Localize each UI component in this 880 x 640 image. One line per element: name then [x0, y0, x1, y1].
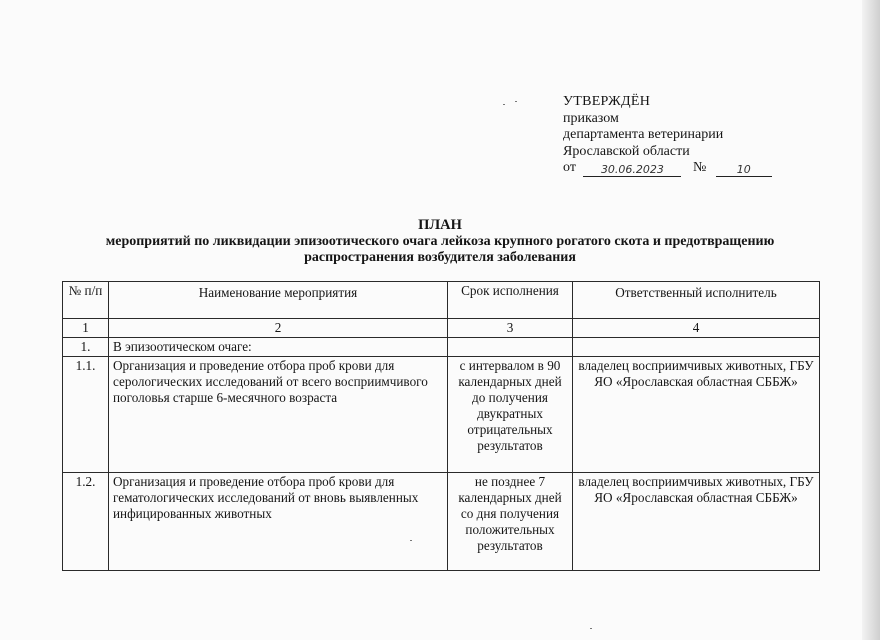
document-subtitle-line-1: мероприятий по ликвидации эпизоотического очага лейкоза крупного рогатого скота и предотвращению: [105, 233, 775, 249]
header-executor: Ответственный исполнитель: [573, 282, 820, 319]
plan-table: [62, 281, 820, 571]
table-row: [63, 338, 820, 357]
number-sign: №: [692, 160, 707, 175]
document-title-block: [80, 217, 800, 267]
approval-department-line: департамента ветеринарии: [563, 127, 724, 142]
column-number-row: [63, 319, 820, 338]
column-number: 2: [109, 319, 448, 338]
row-number: 1.: [63, 338, 109, 357]
handwritten-date: 30.06.2023: [583, 163, 681, 177]
column-number: 1: [63, 319, 109, 338]
approval-date-row: [563, 160, 772, 177]
document-title: ПЛАН: [418, 217, 462, 233]
scan-speck: [590, 628, 592, 629]
header-num: № п/п: [63, 282, 109, 319]
table-row: [63, 473, 820, 571]
column-number: 3: [448, 319, 573, 338]
row-term: с интервалом в 90 календарных дней до получения двукратных отрицательных результатов: [448, 357, 573, 473]
date-prefix: от: [563, 160, 576, 175]
scan-speck: [503, 104, 505, 105]
row-measure: Организация и проведение отбора проб крови для серологических исследований от всего восприимчивого поголовья старше 6-месячного возраста: [109, 357, 448, 473]
approval-block: [563, 94, 772, 177]
row-number: 1.1.: [63, 357, 109, 473]
approval-order-line: приказом: [563, 110, 619, 126]
handwritten-number: 10: [716, 163, 772, 177]
column-number: 4: [573, 319, 820, 338]
table-header-row: [63, 282, 820, 319]
header-term: Срок исполнения: [448, 282, 573, 319]
document-subtitle-line-2: распространения возбудителя заболевания: [304, 250, 576, 265]
scan-edge-shadow: [862, 0, 880, 640]
table-row: [63, 357, 820, 473]
header-name: Наименование мероприятия: [109, 282, 448, 319]
scan-speck: [515, 101, 517, 102]
row-measure: В эпизоотическом очаге:: [109, 338, 448, 357]
scan-speck: [410, 540, 412, 541]
row-executor: [573, 338, 820, 357]
approval-heading: УТВЕРЖДЁН: [563, 94, 651, 109]
row-term: не позднее 7 календарных дней со дня получения положительных результатов: [448, 473, 573, 571]
row-executor: владелец восприимчивых животных, ГБУ ЯО «Ярославская областная СББЖ»: [573, 473, 820, 571]
row-executor: владелец восприимчивых животных, ГБУ ЯО «Ярославская областная СББЖ»: [573, 357, 820, 473]
row-measure: Организация и проведение отбора проб крови для гематологических исследований от вновь выявленных инфицированных животных: [109, 473, 448, 571]
row-number: 1.2.: [63, 473, 109, 571]
approval-region-line: Ярославской области: [563, 143, 690, 159]
row-term: [448, 338, 573, 357]
